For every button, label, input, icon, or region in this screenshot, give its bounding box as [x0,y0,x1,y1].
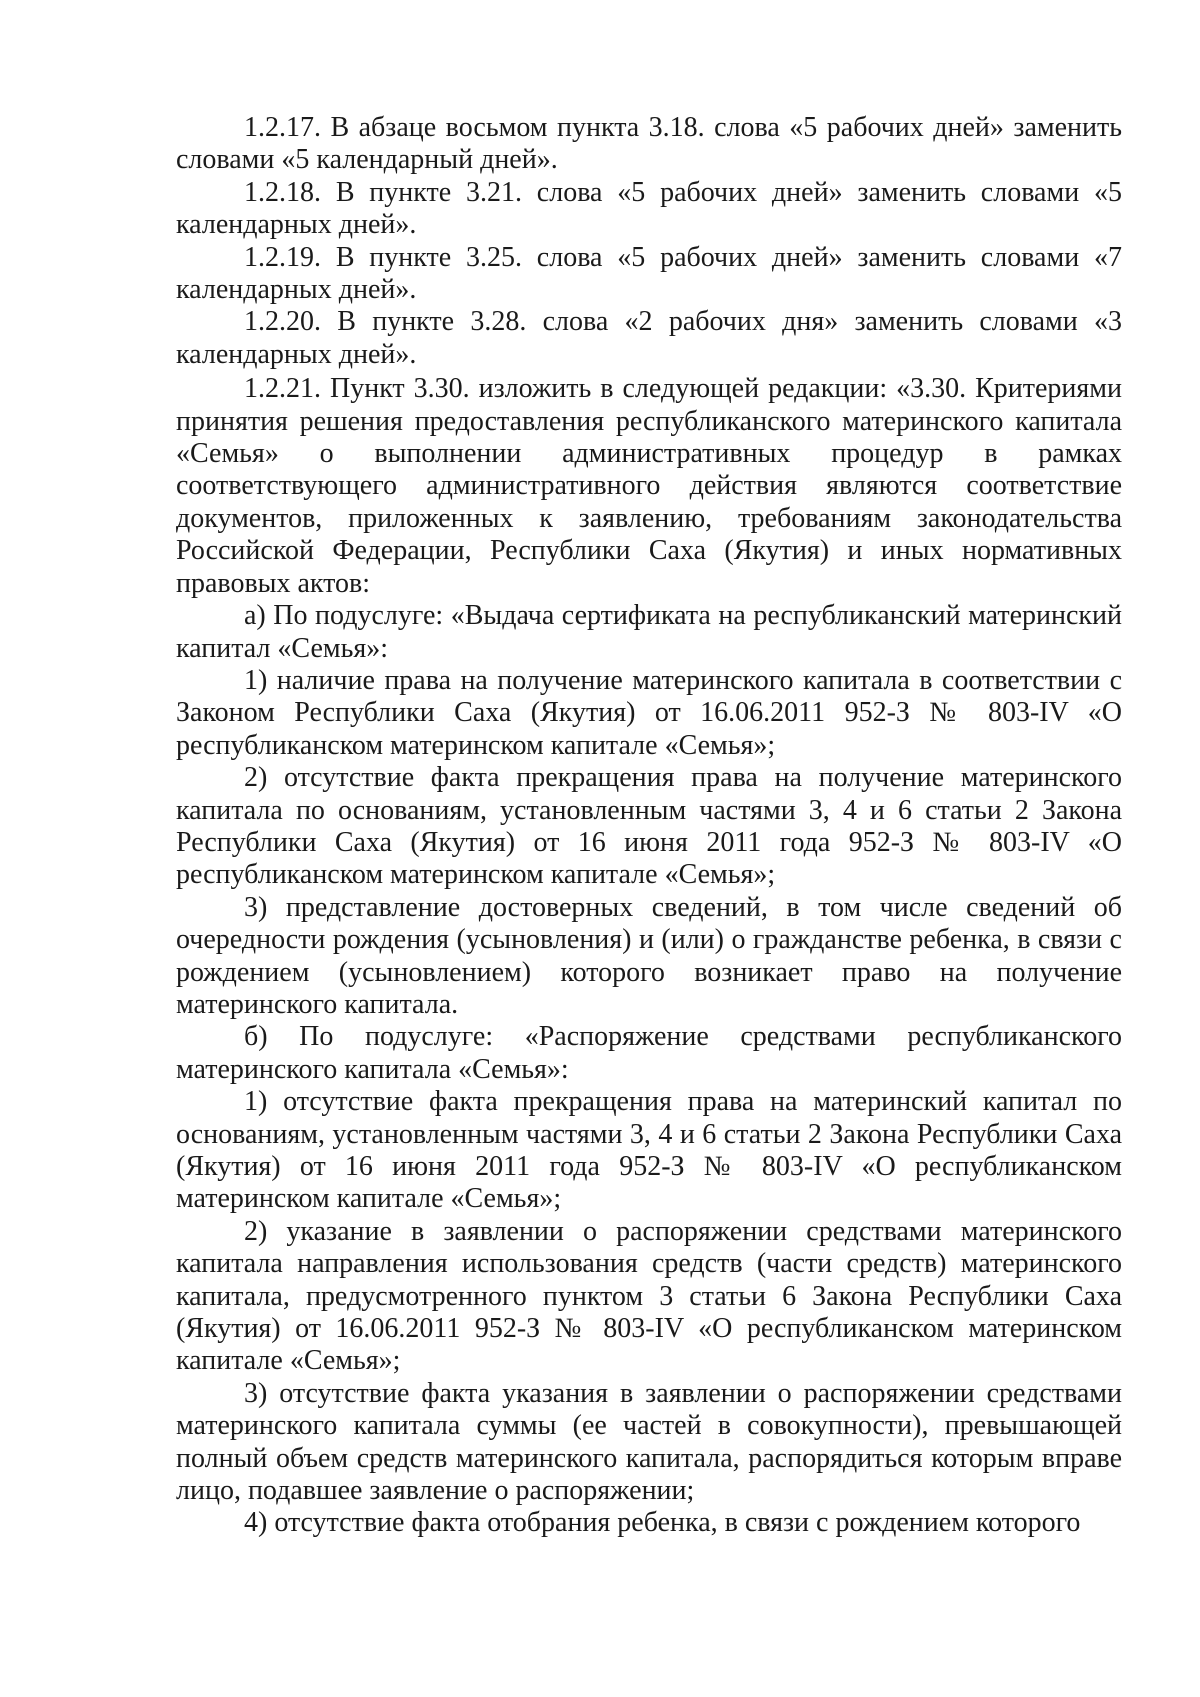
paragraph-1-2-18: 1.2.18. В пункте 3.21. слова «5 рабочих дней» заменить словами «5 календарных дней». [176,176,1122,241]
paragraph-a-item-1: 1) наличие права на получение материнского капитала в соответствии с Законом Республики Саха (Якутия) от 16.06.2011 952-З № 803-IV «О республиканском материнском капитале «Семья»; [176,664,1122,761]
paragraph-1-2-19: 1.2.19. В пункте 3.25. слова «5 рабочих дней» заменить словами «7 календарных дней». [176,241,1122,306]
paragraph-1-2-17: 1.2.17. В абзаце восьмом пункта 3.18. слова «5 рабочих дней» заменить словами «5 календарный дней». [176,112,1122,176]
paragraph-subservice-b: б) По подуслуге: «Распоряжение средствами республиканского материнского капитала «Семья»: [176,1021,1122,1085]
paragraph-a-item-2: 2) отсутствие факта прекращения права на получение материнского капитала по основаниям, установленным частями 3, 4 и 6 статьи 2 Закона Республики Саха (Якутия) от 16 июня 2011 года 952-З № 803-IV «О республиканском материнском капитале «Семья»; [176,762,1122,891]
paragraph-b-item-1: 1) отсутствие факта прекращения права на материнский капитал по основаниям, установленным частями 3, 4 и 6 статьи 2 Закона Республики Саха (Якутия) от 16 июня 2011 года 952-З № 803-IV «О республиканском материнском капитале «Семья»; [176,1086,1122,1215]
paragraph-subservice-a: а) По подуслуге: «Выдача сертификата на республиканский материнский капитал «Семья»: [176,600,1122,664]
paragraph-1-2-20: 1.2.20. В пункте 3.28. слова «2 рабочих дня» заменить словами «3 календарных дней». [176,306,1122,370]
paragraph-b-item-4: 4) отсутствие факта отобрания ребенка, в связи с рождением которого [244,1507,1081,1539]
paragraph-b-item-2: 2) указание в заявлении о распоряжении средствами материнского капитала направления использования средств (части средств) материнского капитала, предусмотренного пунктом 3 статьи 6 Закона Республики Саха (Якутия) от 16.06.2011 952-З № 803-IV «О республиканском материнском капитале «Семья»; [176,1215,1122,1377]
paragraph-a-item-3: 3) представление достоверных сведений, в том числе сведений об очередности рождения (усыновления) и (или) о гражданстве ребенка, в связи с рождением (усыновлением) которого возникает право на получение материнского капитала. [176,891,1122,1020]
paragraph-1-2-21: 1.2.21. Пункт 3.30. изложить в следующей редакции: «3.30. Критериями принятия решения предоставления республиканского материнского капитала «Семья» о выполнении административных процедур в рамках соответствующего административного действия являются соответствие документов, приложенных к заявлению, требованиям законодательства Российской Федерации, Республики Саха (Якутия) и иных нормативных правовых актов: [176,373,1122,599]
paragraph-b-item-3: 3) отсутствие факта указания в заявлении о распоряжении средствами материнского капитала суммы (ее частей в совокупности), превышающей полный объем средств материнского капитала, распорядиться которым вправе лицо, подавшее заявление о распоряжении; [176,1377,1122,1507]
document-body [176,112,1122,1540]
